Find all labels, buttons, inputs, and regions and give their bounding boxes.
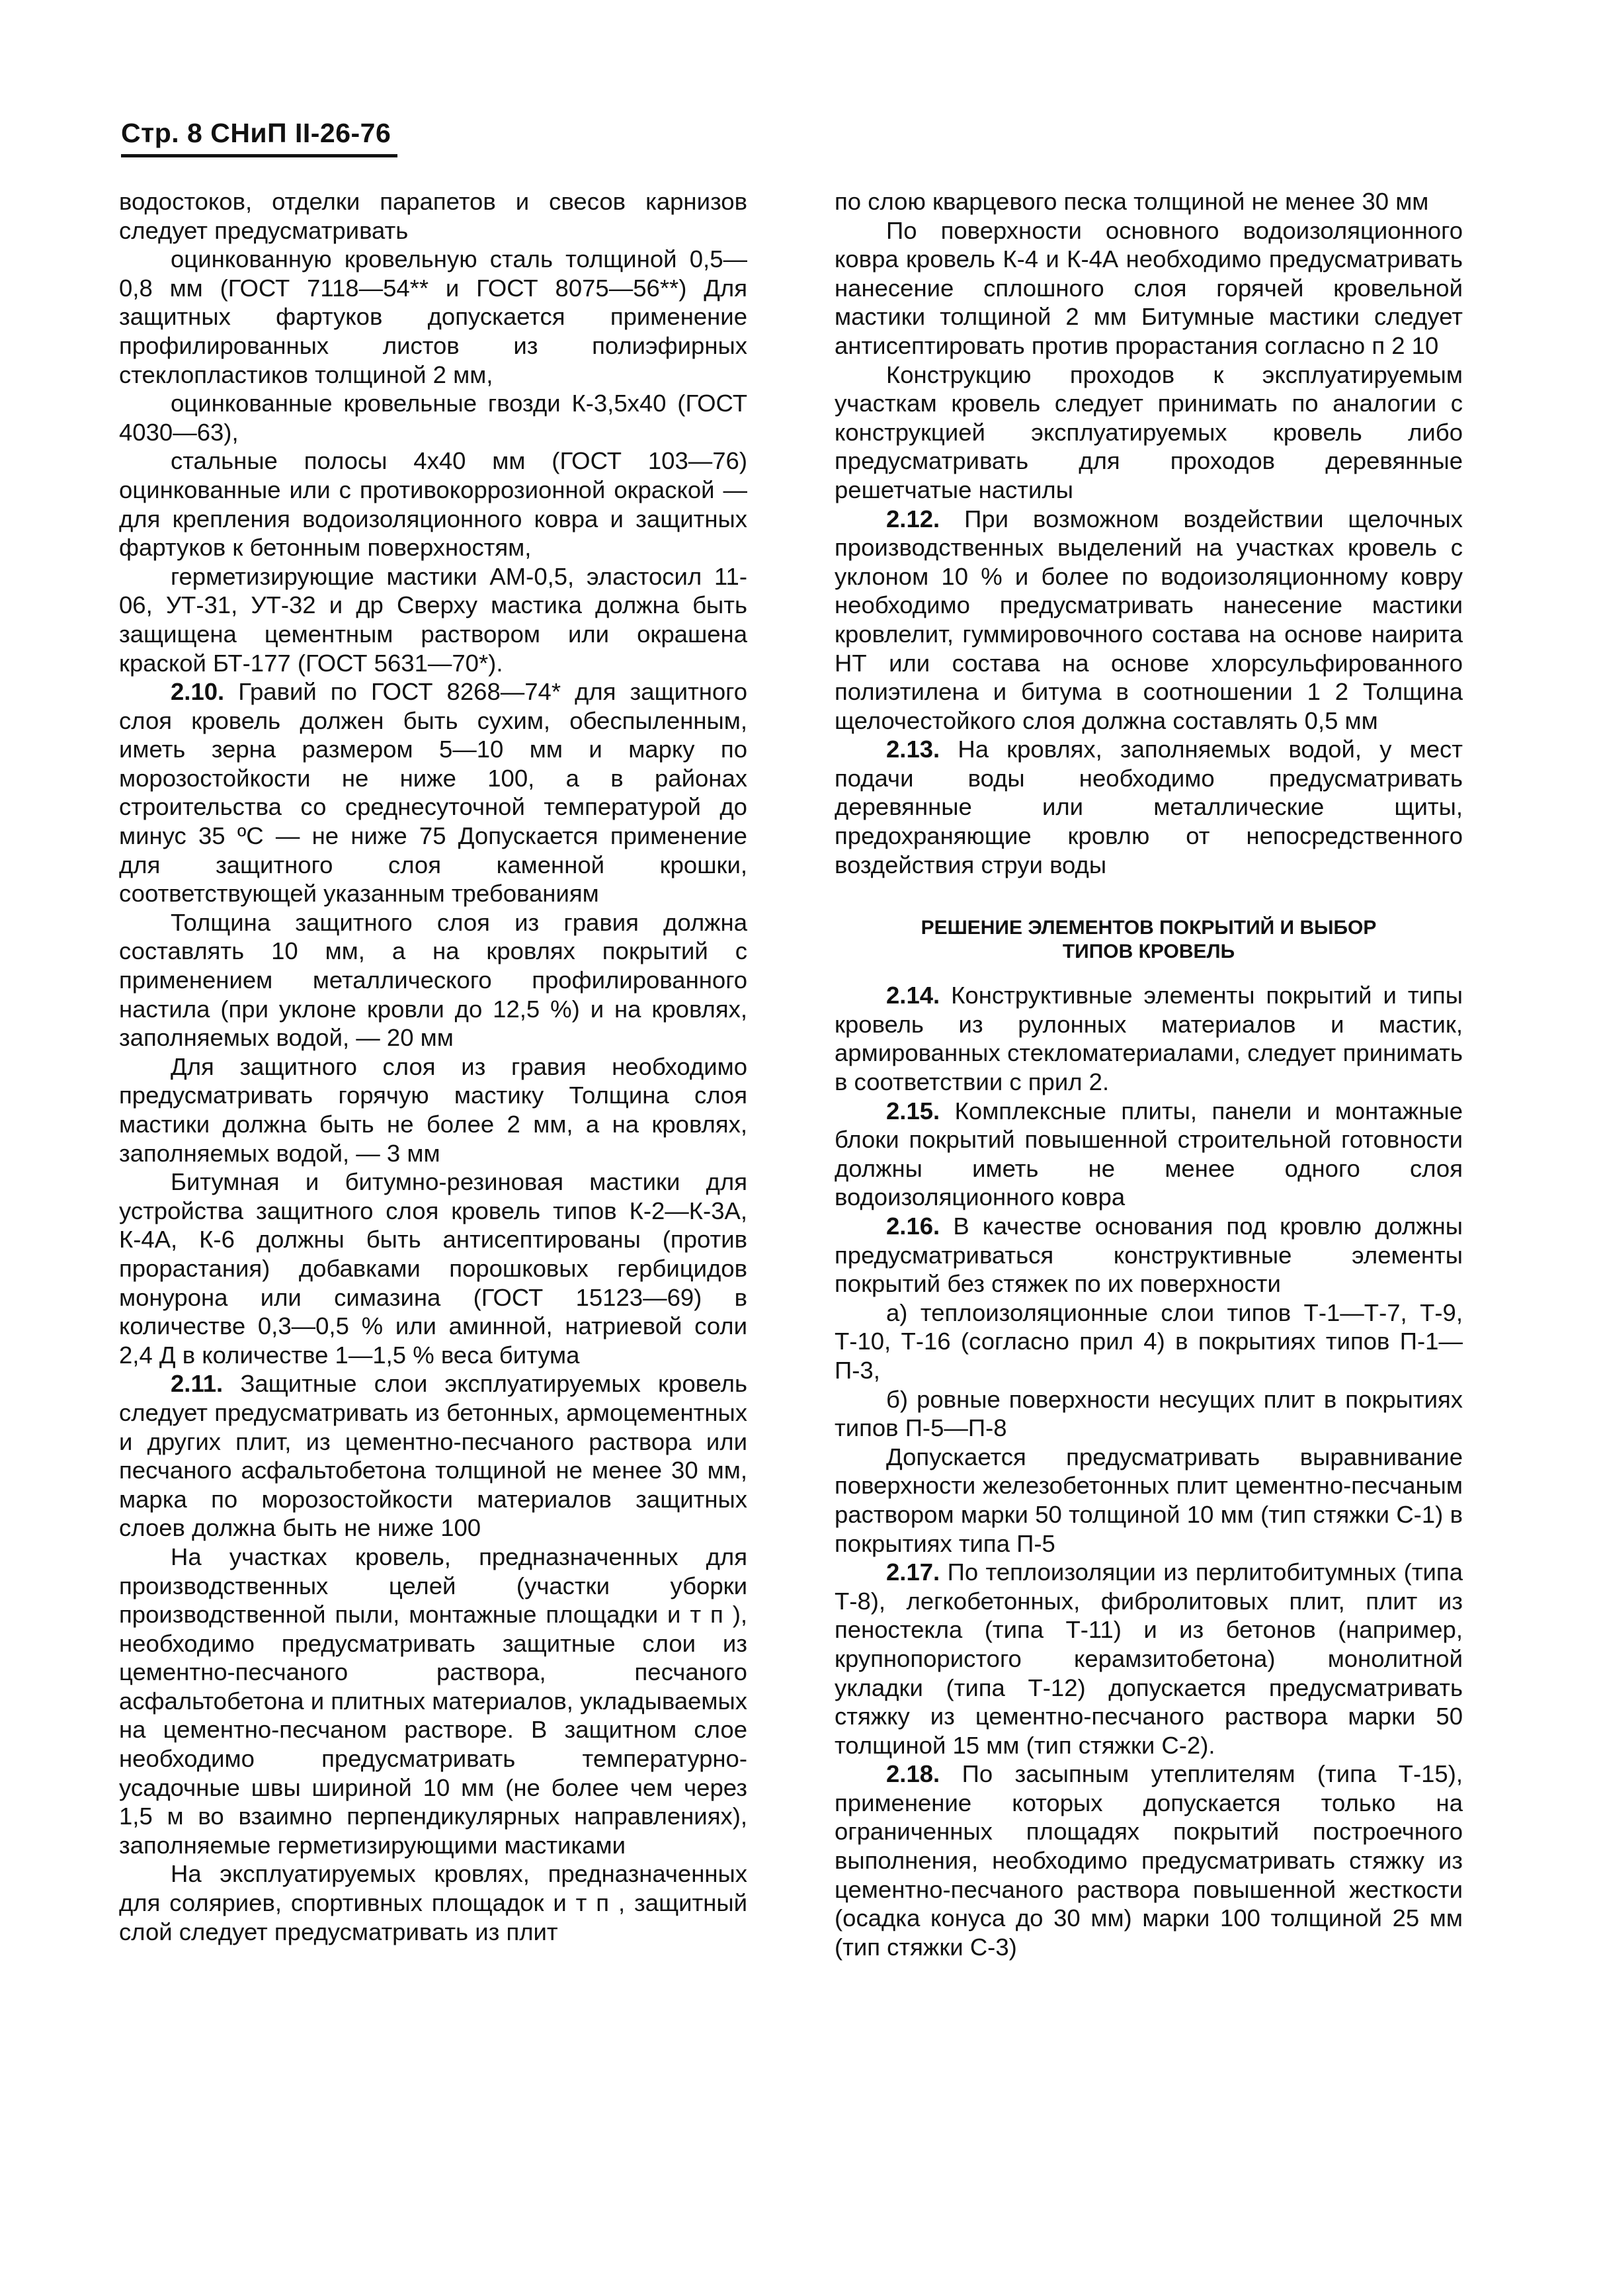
numbered-paragraph [835, 505, 1463, 736]
section-heading-line-2: ТИПОВ КРОВЕЛЬ [1062, 941, 1235, 963]
paragraph-text: По засыпным утеплителям (типа Т-15), применение которых допускается только на ограниченных площадях покрытий построечного выполнения, необходимо предусматривать стяжку из цементно-песчаного раствора повышенной жесткости (осадка конуса до 30 мм) марки 100 толщиной 25 мм (тип стяжки С-3) [835, 1760, 1463, 1961]
left-column [119, 187, 747, 1946]
clause-number: 2.10. [171, 678, 225, 706]
paragraph [835, 1385, 1463, 1443]
paragraph [119, 908, 747, 1052]
clause-number: 2.14. [886, 982, 940, 1009]
paragraph-text: Битумная и битумно-резиновая мастики для устройства защитного слоя кровель типов К-2—К-3А, К-4А, К-6 должны быть антисептированы (против прорастания) добавками порошковых гербицидов монурона или симазина (ГОСТ 15123—69) в количестве 0,3—0,5 % или аминной, натриевой соли 2,4 Д в количестве 1—1,5 % веса битума [119, 1168, 747, 1369]
paragraph [835, 361, 1463, 505]
paragraph [119, 1052, 747, 1168]
right-column [835, 187, 1463, 1961]
page-header [121, 118, 397, 157]
section-heading-line-1: РЕШЕНИЕ ЭЛЕМЕНТОВ ПОКРЫТИЙ И ВЫБОР [921, 917, 1377, 939]
paragraph [119, 245, 747, 389]
paragraph [835, 187, 1463, 216]
numbered-paragraph [835, 1760, 1463, 1961]
paragraph-text: Гравий по ГОСТ 8268—74* для защитного слоя кровель должен быть сухим, обеспыленным, иметь зерна размером 5—10 мм и марку по морозостойкости не ниже 100, а в районах строительства со среднесуточной температурой до минус 35 ºС — не ниже 75 Допускается применение для защитного слоя каменной крошки, соответствующей указанным требованиям [119, 678, 747, 908]
paragraph [119, 562, 747, 677]
section-heading [835, 916, 1463, 964]
clause-number: 2.12. [886, 505, 940, 532]
paragraph-text: Защитные слои эксплуатируемых кровель следует предусматривать из бетонных, армоцементных и других плит, из цементно-песчаного раствора или песчаного асфальтобетона толщиной не менее 30 мм, марка по морозостойкости материалов защитных слоев должна быть не ниже 100 [119, 1370, 747, 1542]
numbered-paragraph [835, 1212, 1463, 1298]
paragraph [119, 389, 747, 446]
clause-number: 2.16. [886, 1212, 940, 1240]
paragraph [119, 1168, 747, 1369]
paragraph-text: Конструктивные элементы покрытий и типы кровель из рулонных материалов и мастик, армированных стекломатериалами, следует принимать в соответствии с прил 2. [835, 982, 1463, 1096]
numbered-paragraph [835, 735, 1463, 879]
paragraph-text: Толщина защитного слоя из гравия должна составлять 10 мм, а на кровлях покрытий с применением металлического профилированного настила (при уклоне кровли до 12,5 %) и на кровлях, заполняемых водой, — 20 мм [119, 908, 747, 1052]
paragraph-text: В качестве основания под кровлю должны предусматриваться конструктивные элементы покрытий без стяжек по их поверхности [835, 1212, 1463, 1298]
clause-number: 2.13. [886, 736, 940, 763]
numbered-paragraph [835, 1097, 1463, 1212]
paragraph-text: Конструкцию проходов к эксплуатируемым участкам кровель следует принимать по аналогии с конструкцией эксплуатируемых кровель либо предусматривать для проходов деревянные решетчатые настилы [835, 361, 1463, 503]
numbered-paragraph [835, 981, 1463, 1096]
paragraph-text: по слою кварцевого песка толщиной не менее 30 мм [835, 188, 1429, 215]
paragraph-text: На участках кровель, предназначенных для производственных целей (участки уборки производственной пыли, монтажные площадки и т п ), необходимо предусматривать защитные слои из цементно-песчаного раствора, песчаного асфальтобетона и плитных материалов, укладываемых на цементно-песчаном растворе. В защитном слое необходимо предусматривать температурно-усадочные швы шириной 10 мм (не более чем через 1,5 м во взаимно перпендикулярных направлениях), заполняемые герметизирующими мастиками [119, 1543, 747, 1859]
numbered-paragraph [835, 1558, 1463, 1760]
paragraph-text: герметизирующие мастики АМ-0,5, эластосил 11-06, УТ-31, УТ-32 и др Сверху мастика должна быть защищена цементным раствором или окрашена краской БТ-177 (ГОСТ 5631—70*). [119, 562, 747, 677]
clause-number: 2.11. [171, 1370, 224, 1398]
paragraph-text: стальные полосы 4х40 мм (ГОСТ 103—76) оцинкованные или с противокоррозионной окраской — для крепления водоизоляционного ковра и защитных фартуков к бетонным поверхностям, [119, 447, 747, 562]
clause-number: 2.18. [886, 1760, 940, 1788]
clause-number: 2.17. [886, 1558, 940, 1586]
right-column-top [835, 187, 1463, 879]
paragraph [119, 1543, 747, 1860]
numbered-paragraph [119, 1369, 747, 1543]
paragraph-text: Для защитного слоя из гравия необходимо предусматривать горячую мастику Толщина слоя мастики должна быть не более 2 мм, а на кровлях, заполняемых водой, — 3 мм [119, 1052, 747, 1167]
paragraph-text: На кровлях, заполняемых водой, у мест подачи воды необходимо предусматривать деревянные или металлические щиты, предохраняющие кровлю от непосредственного воздействия струи воды [835, 736, 1463, 878]
paragraph-text: оцинкованную кровельную сталь толщиной 0,5—0,8 мм (ГОСТ 7118—54** и ГОСТ 8075—56**) Для защитных фартуков допускается применение профилированных листов из полиэфирных стеклопластиков толщиной 2 мм, [119, 245, 747, 388]
paragraph-text: По поверхности основного водоизоляционного ковра кровель К-4 и К-4А необходимо предусматривать нанесение сплошного слоя горячей кровельной мастики толщиной 2 мм Битумные мастики следует антисептировать против прорастания согласно п 2 10 [835, 216, 1463, 359]
right-column-bottom [835, 981, 1463, 1961]
paragraph-text: По теплоизоляции из перлитобитумных (типа Т-8), легкобетонных, фибролитовых плит, плит из пеностекла (типа Т-11) и из бетонов (например, крупнопористого керамзитобетона) монолитной укладки (типа Т-12) допускается предусматривать стяжку из цементно-песчаного раствора марки 50 толщиной 15 мм (тип стяжки С-2). [835, 1558, 1463, 1759]
paragraph [119, 187, 747, 245]
paragraph-text: а) теплоизоляционные слои типов Т-1—Т-7, Т-9, Т-10, Т-16 (согласно прил 4) в покрытиях типов П-1—П-3, [835, 1298, 1463, 1384]
paragraph [835, 1443, 1463, 1558]
paragraph-text: При возможном воздействии щелочных производственных выделений на участках кровель с уклоном 10 % и более по водоизоляционному ковру необходимо предусматривать нанесение мастики кровлелит, гуммировочного состава на основе наирита НТ или состава на основе хлорсульфированного полиэтилена и битума в соотношении 1 2 Толщина щелочестойкого слоя должна составлять 0,5 мм [835, 505, 1463, 734]
paragraph-text: Допускается предусматривать выравнивание поверхности железобетонных плит цементно-песчаным раствором марки 50 толщиной 10 мм (тип стяжки С-1) в покрытиях типа П-5 [835, 1443, 1463, 1557]
paragraph [835, 1298, 1463, 1385]
paragraph-text: водостоков, отделки парапетов и свесов карнизов следует предусматривать [119, 188, 747, 244]
paragraph [119, 446, 747, 562]
paragraph-text: Комплексные плиты, панели и монтажные блоки покрытий повышенной строительной готовности должны иметь не менее одного слоя водоизоляционного ковра [835, 1097, 1463, 1211]
page-header-text: Стр. 8 СНиП II-26-76 [121, 118, 391, 148]
paragraph [119, 1859, 747, 1946]
paragraph-text: На эксплуатируемых кровлях, предназначенных для соляриев, спортивных площадок и т п , защитный слой следует предусматривать из плит [119, 1860, 747, 1945]
clause-number: 2.15. [886, 1097, 940, 1125]
numbered-paragraph [119, 677, 747, 908]
paragraph-text: б) ровные поверхности несущих плит в покрытиях типов П-5—П-8 [835, 1385, 1463, 1442]
paragraph [835, 216, 1463, 361]
paragraph-text: оцинкованные кровельные гвозди К-3,5х40 (ГОСТ 4030—63), [119, 390, 747, 446]
